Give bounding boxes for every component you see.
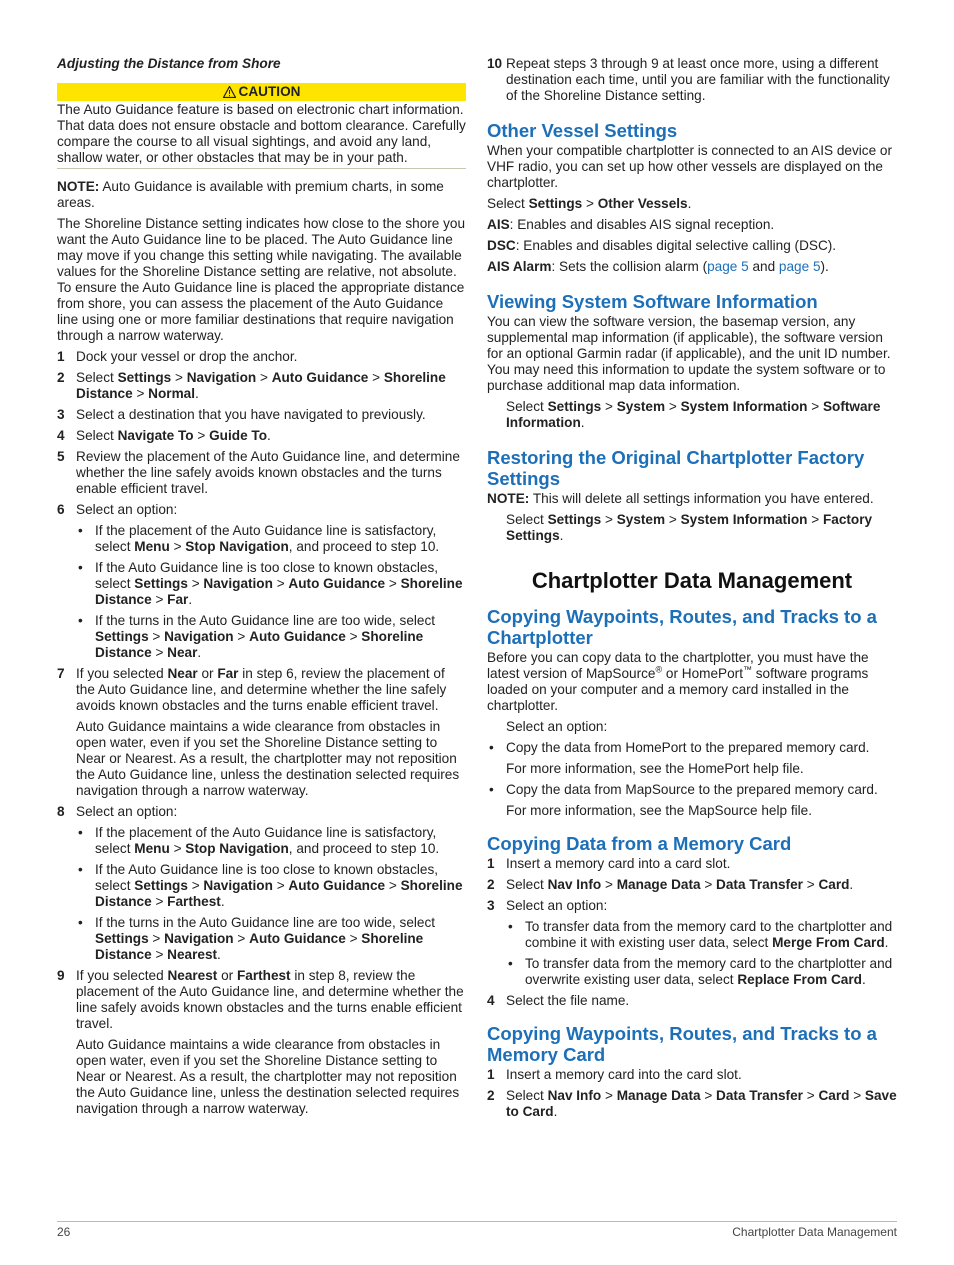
note-label: NOTE: — [57, 179, 100, 194]
heading-viewing-software: Viewing System Software Information — [487, 291, 818, 312]
list-item: • If the turns in the Auto Guidance line are too wide, select Settings > Navigation > Auto Guidance > Shoreline Distance > Near. — [76, 613, 466, 661]
step-7: 7 If you selected Near or Far in step 6, review the placement of the Auto Guidance line, and determine whether the line safely avoids known obstacles and the turns enable efficient travel. Auto Guidance maintains a wide clearance from obstacles in open water, even if you set the Shoreline Distance setting to Near or Nearest. As a result, the chartplotter may not reposition the Auto Guidance line, unless the destination selected requires navigation through a narrow waterway. — [57, 666, 466, 799]
list-item: • If the Auto Guidance line is too close to known obstacles, select Settings > Navigation > Auto Guidance > Shoreline Distance > Farthest. — [76, 862, 466, 910]
restoring-note: NOTE: This will delete all settings information you have entered. — [487, 491, 874, 506]
page-5-link-2[interactable]: page 5 — [778, 259, 821, 274]
step-4: 4 Select the file name. — [487, 993, 630, 1008]
heading-copy-from-card: Copying Data from a Memory Card — [487, 833, 792, 854]
caution-banner — [57, 83, 466, 101]
viewing-text: You can view the software version, the basemap version, any supplemental map information (if applicable), the software version for an optional Garmin radar (if applicable), and the unit ID number. You may need this information to update the system software or to purchase additional map data information. — [487, 314, 891, 393]
step-5: 5 Review the placement of the Auto Guidance line, and determine whether the line safely avoids known obstacles and the turns enable efficient travel. — [57, 449, 460, 496]
step-3: 3 Select an option: • To transfer data from the memory card to the chartplotter and combine it with existing user data, select Merge From Card. • To transfer data from the memory card to the chartplotter and overwrite existing user data, select Replace From Card. — [487, 898, 897, 988]
other-vessel-intro: When your compatible chartplotter is connected to an AIS device or VHF radio, you can set up how other vessels are displayed on the chartplotter. — [487, 143, 893, 190]
left-column — [57, 50, 466, 1122]
footer-section-title: Chartplotter Data Management — [732, 1225, 897, 1239]
step-6-options — [76, 523, 466, 661]
viewing-select: Select Settings > System > System Information > Software Information. — [506, 399, 881, 430]
heading-other-vessel-settings: Other Vessel Settings — [487, 120, 678, 141]
list-item: • If the placement of the Auto Guidance line is satisfactory, select Menu > Stop Navigation, and proceed to step 10. — [76, 523, 466, 555]
copy-to-card-steps — [487, 1067, 897, 1120]
page-number: 26 — [57, 1225, 71, 1239]
steps-list — [57, 349, 466, 1117]
step-9: 9 If you selected Nearest or Farthest in step 8, review the placement of the Auto Guidance line, and determine whether the line safely avoids known obstacles and the turns enable efficient travel. Auto Guidance maintains a wide clearance from obstacles in open water, even if you set the Shoreline Distance setting to Near or Nearest. As a result, the chartplotter may not reposition the Auto Guidance line, unless the destination selected requires navigation through a narrow waterway. — [57, 968, 466, 1117]
step-3: 3 Select a destination that you have navigated to previously. — [57, 407, 426, 422]
step-1: 1 Insert a memory card into a card slot. — [487, 856, 731, 871]
step-2: 2 Select Nav Info > Manage Data > Data Transfer > Card. — [487, 877, 854, 892]
copy-options — [487, 740, 897, 819]
step-10: 10 Repeat steps 3 through 9 at least once more, using a different destination each time, until you are familiar with the functionality of the Shoreline Distance setting. — [487, 56, 890, 103]
footer-divider — [57, 1221, 897, 1222]
list-item: • To transfer data from the memory card to the chartplotter and combine it with existing user data, select Merge From Card. — [506, 919, 897, 951]
list-item: • Copy the data from MapSource to the prepared memory card. For more information, see the MapSource help file. — [487, 782, 897, 819]
step-4: 4 Select Navigate To > Guide To. — [57, 428, 271, 443]
copy-select-option: Select an option: — [506, 719, 608, 734]
step-7-note: Auto Guidance maintains a wide clearance from obstacles in open water, even if you set the Shoreline Distance setting to Near or Nearest. As a result, the chartplotter may not reposition the Auto Guidance line, unless the destination selected requires navigation through a narrow waterway. — [76, 719, 460, 798]
list-item: • If the Auto Guidance line is too close to known obstacles, select Settings > Navigation > Auto Guidance > Shoreline Distance > Far. — [76, 560, 466, 608]
page-5-link[interactable]: page 5 — [707, 259, 749, 274]
section-subhead: Adjusting the Distance from Shore — [57, 56, 281, 71]
step-6: 6 Select an option: • If the placement of the Auto Guidance line is satisfactory, select Menu > Stop Navigation, and proceed to step 10. • If the Auto Guidance line is too close to known obstacles, select Settings > Navigation > Auto Guidance > Shoreline Distance > Far. • If the turns in the Auto Guidance line are too wide, select Settings > Navigation > Auto Guidance > Shoreline Distance > Near. — [57, 502, 466, 661]
caution-box — [57, 101, 466, 169]
note-text: Auto Guidance is available with premium charts, in some areas. — [57, 179, 444, 210]
list-item: • If the turns in the Auto Guidance line are too wide, select Settings > Navigation > Auto Guidance > Shoreline Distance > Nearest. — [76, 915, 466, 963]
restoring-select: Select Settings > System > System Information > Factory Settings. — [506, 512, 873, 543]
warning-triangle-icon — [223, 86, 236, 98]
heading-copy-to-card: Copying Waypoints, Routes, and Tracks to a Memory Card — [487, 1023, 877, 1065]
list-item: • If the placement of the Auto Guidance line is satisfactory, select Menu > Stop Navigation, and proceed to step 10. — [76, 825, 466, 857]
step-8: 8 Select an option: • If the placement of the Auto Guidance line is satisfactory, select Menu > Stop Navigation, and proceed to step 10. • If the Auto Guidance line is too close to known obstacles, select Settings > Navigation > Auto Guidance > Shoreline Distance > Farthest. • If the turns in the Auto Guidance line are too wide, select Settings > Navigation > Auto Guidance > Shoreline Distance > Nearest. — [57, 804, 466, 963]
dsc-definition: DSC: Enables and disables digital selective calling (DSC). — [487, 238, 837, 253]
step-10-list — [487, 56, 897, 104]
step-2: 2 Select Nav Info > Manage Data > Data Transfer > Card > Save to Card. — [487, 1088, 897, 1119]
step-8-options — [76, 825, 466, 963]
other-vessel-select: Select Settings > Other Vessels. — [487, 196, 692, 211]
copy-from-card-steps — [487, 856, 897, 1009]
chapter-title: Chartplotter Data Management — [531, 568, 853, 593]
step-2: 2 Select Settings > Navigation > Auto Guidance > Shoreline Distance > Normal. — [57, 370, 446, 401]
step-1: 1 Dock your vessel or drop the anchor. — [57, 349, 298, 364]
heading-restoring-factory: Restoring the Original Chartplotter Factory Settings — [487, 447, 865, 489]
intro-paragraph: The Shoreline Distance setting indicates how close to the shore you want the Auto Guidance line to be placed. The Auto Guidance line may move if you change this setting while navigating. The available values for the Shoreline Distance setting are relative, not absolute. To ensure the Auto Guidance line is placed the appropriate distance from shore, you can assess the placement of the Auto Guidance line using one or more familiar destinations that require navigation through a narrow waterway. — [57, 216, 466, 343]
transfer-options — [506, 919, 897, 988]
heading-copy-to-chartplotter: Copying Waypoints, Routes, and Tracks to a Chartplotter — [487, 606, 877, 648]
ais-alarm-definition: AIS Alarm: Sets the collision alarm (page 5 and page 5). — [487, 259, 829, 274]
list-item: • To transfer data from the memory card to the chartplotter and overwrite existing user data, select Replace From Card. — [506, 956, 897, 988]
right-column — [487, 56, 897, 1125]
caution-text: The Auto Guidance feature is based on electronic chart information. That data does not ensure obstacle and bottom clearance. Carefully compare the course to all visual sightings, and avoid any land, shallow water, or other obstacles that may be in your path. — [57, 102, 466, 165]
list-item: • Copy the data from HomePort to the prepared memory card. For more information, see the HomePort help file. — [487, 740, 897, 777]
step-9-note: Auto Guidance maintains a wide clearance from obstacles in open water, even if you set the Shoreline Distance setting to Near or Nearest. As a result, the chartplotter may not reposition the Auto Guidance line, unless the destination selected requires navigation through a narrow waterway. — [76, 1037, 460, 1116]
step-1: 1 Insert a memory card into the card slot. — [487, 1067, 742, 1082]
caution-label: CAUTION — [238, 84, 301, 99]
copy-intro: Before you can copy data to the chartplotter, you must have the latest version of MapSource® or HomePort™ software programs loaded on your computer and a memory card installed in the chartplotter. — [487, 650, 869, 713]
ais-definition: AIS: Enables and disables AIS signal reception. — [487, 217, 775, 232]
note-paragraph — [57, 179, 466, 211]
